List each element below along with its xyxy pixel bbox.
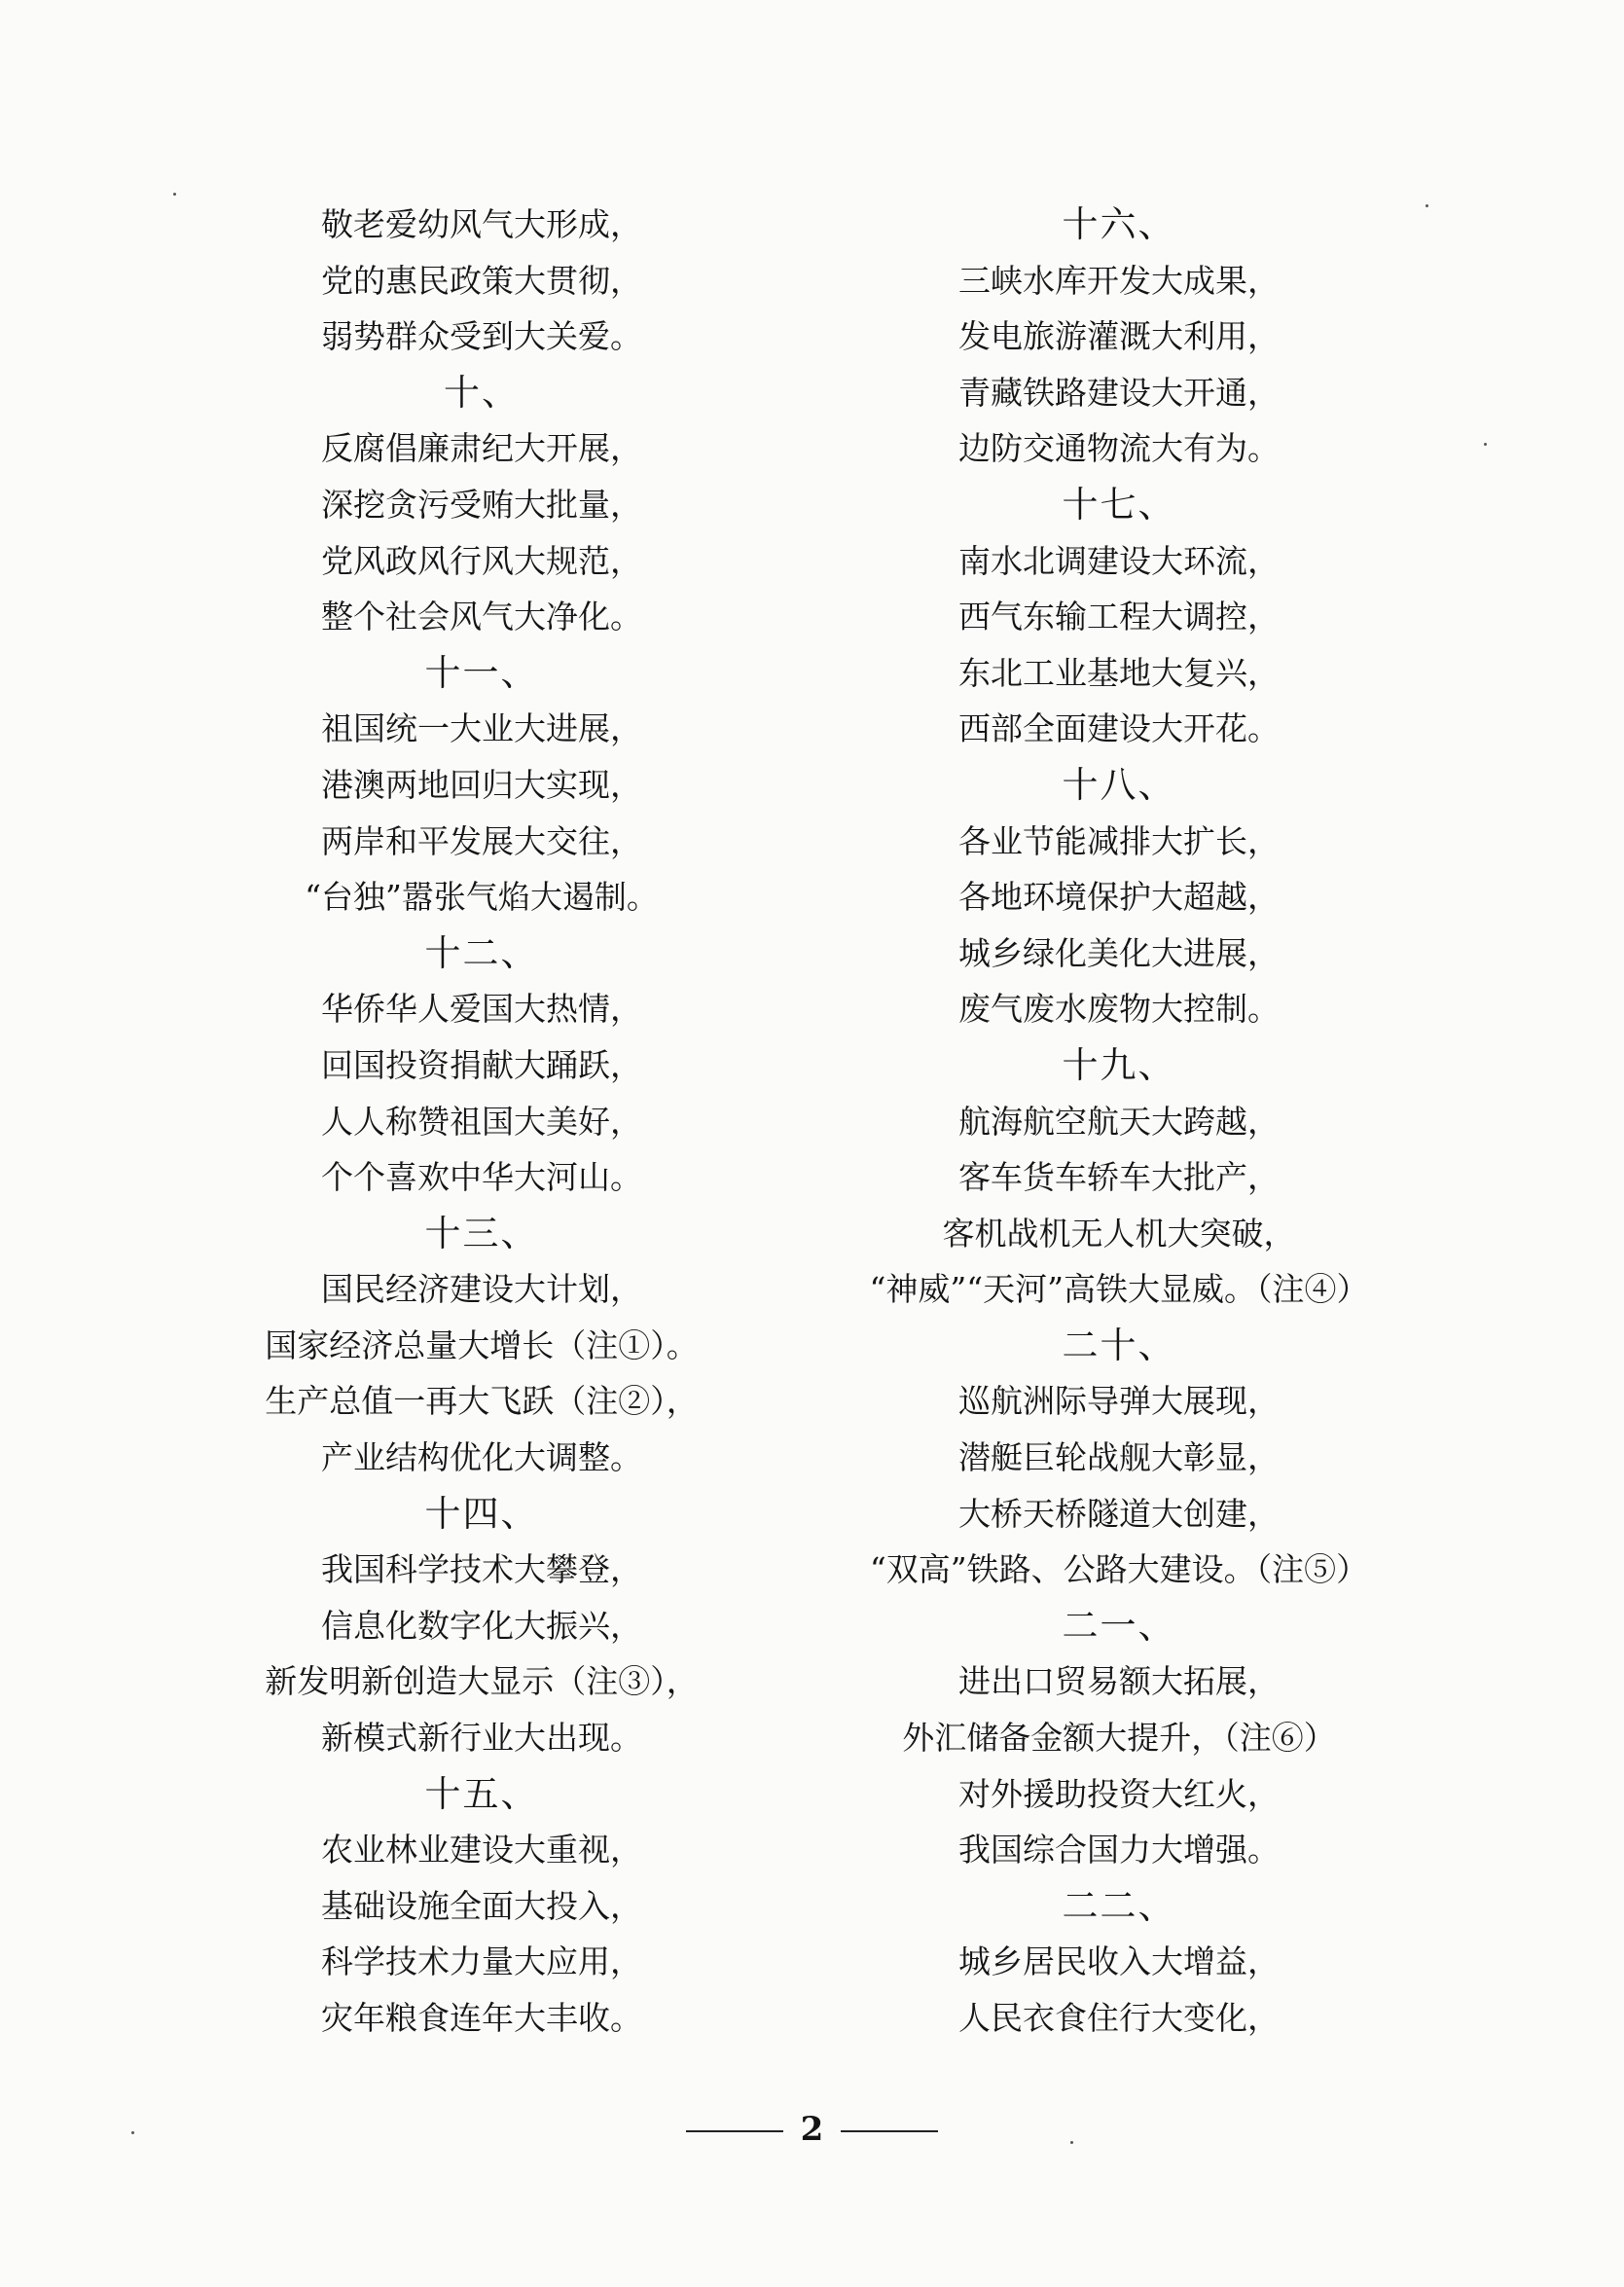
right-verse-line: 青藏铁路建设大开通， bbox=[958, 373, 1280, 412]
left-verse-line: 弱势群众受到大关爱。 bbox=[321, 317, 642, 356]
left-verse-line: 港澳两地回归大实现， bbox=[321, 765, 642, 804]
right-column bbox=[847, 197, 1391, 2047]
left-verse-line: 国民经济建设大计划， bbox=[321, 1270, 642, 1309]
footer-rule-right bbox=[841, 2130, 938, 2132]
left-section-number: 十三、 bbox=[424, 1212, 539, 1254]
left-section-number: 十一、 bbox=[424, 651, 539, 694]
right-section-number: 十六、 bbox=[1062, 203, 1176, 245]
left-verse-line: 科学技术力量大应用， bbox=[321, 1942, 642, 1981]
left-section-number: 十四、 bbox=[424, 1492, 539, 1535]
left-verse-line: 生产总值一再大飞跃（注②）， bbox=[265, 1382, 699, 1421]
left-verse-line: 深挖贪污受贿大批量， bbox=[321, 485, 642, 524]
right-verse-line: 城乡居民收入大增益， bbox=[958, 1942, 1280, 1981]
page-footer bbox=[0, 2110, 1624, 2149]
left-column bbox=[229, 197, 735, 2047]
left-section-number: 十五、 bbox=[424, 1772, 539, 1815]
right-verse-line: 城乡绿化美化大进展， bbox=[958, 933, 1280, 972]
left-verse-line: 个个喜欢中华大河山。 bbox=[321, 1158, 642, 1197]
right-verse-line: 对外援助投资大红火， bbox=[958, 1774, 1280, 1813]
left-verse-line: 敬老爱幼风气大形成， bbox=[321, 205, 642, 243]
left-verse-line: 回国投资捐献大踊跃， bbox=[321, 1045, 642, 1084]
left-verse-line: 基础设施全面大投入， bbox=[321, 1886, 642, 1925]
left-verse-line: “台独”嚣张气焰大遏制。 bbox=[305, 878, 659, 917]
right-section-number: 十八、 bbox=[1062, 763, 1176, 806]
footer-rule-left bbox=[686, 2130, 783, 2132]
right-section-number: 二十、 bbox=[1062, 1324, 1176, 1366]
right-section-number: 二二、 bbox=[1062, 1884, 1176, 1927]
scan-speck bbox=[1070, 2141, 1073, 2144]
left-verse-line: 信息化数字化大振兴， bbox=[321, 1606, 642, 1645]
left-verse-line: 华侨华人爱国大热情， bbox=[321, 990, 642, 1029]
left-verse-line: 人人称赞祖国大美好， bbox=[321, 1102, 642, 1141]
right-verse-line: 废气废水废物大控制。 bbox=[958, 990, 1280, 1029]
left-section-number: 十二、 bbox=[424, 931, 539, 974]
right-section-number: 十九、 bbox=[1062, 1043, 1176, 1086]
left-verse-line: 我国科学技术大攀登， bbox=[321, 1550, 642, 1589]
left-verse-line: 党风政风行风大规范， bbox=[321, 541, 642, 580]
right-section-number: 二一、 bbox=[1062, 1604, 1176, 1647]
right-section-number: 十七、 bbox=[1062, 483, 1176, 526]
left-verse-line: 灾年粮食连年大丰收。 bbox=[321, 1999, 642, 2037]
scan-speck bbox=[1426, 204, 1428, 207]
right-verse-line: 巡航洲际导弹大展现， bbox=[958, 1382, 1280, 1421]
right-verse-line: 西部全面建设大开花。 bbox=[958, 709, 1280, 748]
right-verse-line: “双高”铁路、公路大建设。（注⑤） bbox=[869, 1550, 1369, 1589]
right-verse-line: 发电旅游灌溉大利用， bbox=[958, 317, 1280, 356]
right-verse-line: “神威”“天河”高铁大显威。（注④） bbox=[869, 1270, 1369, 1309]
left-verse-line: 新模式新行业大出现。 bbox=[321, 1719, 642, 1758]
right-verse-line: 边防交通物流大有为。 bbox=[958, 429, 1280, 468]
right-verse-line: 客车货车轿车大批产， bbox=[958, 1158, 1280, 1197]
left-verse-line: 整个社会风气大净化。 bbox=[321, 598, 642, 636]
right-verse-line: 大桥天桥隧道大创建， bbox=[958, 1494, 1280, 1533]
right-verse-line: 南水北调建设大环流， bbox=[958, 541, 1280, 580]
left-verse-line: 农业林业建设大重视， bbox=[321, 1831, 642, 1870]
right-verse-line: 外汇储备金额大提升，（注⑥） bbox=[902, 1719, 1336, 1758]
right-verse-line: 客机战机无人机大突破， bbox=[942, 1214, 1296, 1252]
left-verse-line: 反腐倡廉肃纪大开展， bbox=[321, 429, 642, 468]
left-verse-line: 两岸和平发展大交往， bbox=[321, 821, 642, 860]
right-verse-line: 三峡水库开发大成果， bbox=[958, 261, 1280, 300]
right-verse-line: 航海航空航天大跨越， bbox=[958, 1102, 1280, 1141]
right-verse-line: 我国综合国力大增强。 bbox=[958, 1831, 1280, 1870]
left-section-number: 十、 bbox=[444, 371, 520, 414]
scan-speck bbox=[1484, 443, 1487, 446]
right-verse-line: 潜艇巨轮战舰大彰显， bbox=[958, 1438, 1280, 1477]
left-verse-line: 国家经济总量大增长（注①）。 bbox=[265, 1325, 699, 1364]
right-verse-line: 西气东输工程大调控， bbox=[958, 598, 1280, 636]
scan-speck bbox=[173, 193, 176, 196]
right-verse-line: 人民衣食住行大变化， bbox=[958, 1999, 1280, 2037]
right-verse-line: 进出口贸易额大拓展， bbox=[958, 1662, 1280, 1701]
left-verse-line: 祖国统一大业大进展， bbox=[321, 709, 642, 748]
left-verse-line: 党的惠民政策大贯彻， bbox=[321, 261, 642, 300]
left-verse-line: 产业结构优化大调整。 bbox=[321, 1438, 642, 1477]
right-verse-line: 东北工业基地大复兴， bbox=[958, 653, 1280, 692]
left-verse-line: 新发明新创造大显示（注③）， bbox=[265, 1662, 699, 1701]
right-verse-line: 各业节能减排大扩长， bbox=[958, 821, 1280, 860]
scan-speck bbox=[131, 2131, 134, 2134]
page-number: 2 bbox=[800, 2110, 824, 2149]
right-verse-line: 各地环境保护大超越， bbox=[958, 878, 1280, 917]
